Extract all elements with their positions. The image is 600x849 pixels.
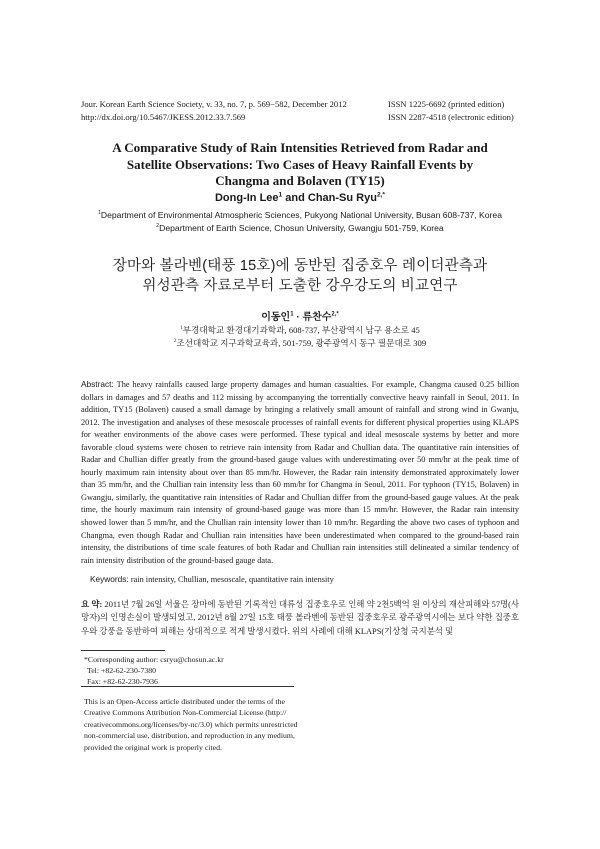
affiliation-2-mark: 2 [156, 222, 160, 229]
korean-author-1-name: 이동인 [261, 312, 291, 323]
abstract [81, 378, 519, 567]
korean-author-joiner: · [293, 312, 303, 323]
korean-title [60, 256, 540, 296]
english-title [60, 140, 540, 190]
korean-title-line-1: 장마와 볼라벤(태풍 15호)에 동반된 집중호우 레이더관측과 [112, 258, 488, 274]
corresponding-fax: Fax: +82-62-230-7936 [87, 677, 158, 686]
corresponding-author-footnote [84, 654, 224, 687]
english-authors [60, 192, 540, 204]
korean-summary-label: 요 약: [81, 600, 103, 609]
affiliation-1-mark: 1 [98, 210, 101, 217]
korean-affiliation-1 [60, 324, 540, 337]
license-divider [81, 686, 294, 687]
author-joiner: and [282, 192, 308, 204]
author-1-name: Dong-In Lee [214, 192, 279, 204]
korean-authors [60, 308, 540, 323]
korean-author-1-mark: 1 [290, 311, 294, 318]
license-line-2[interactable]: Creative Commons Attribution Non-Commercial License (http:// [84, 708, 287, 718]
license-line-3[interactable]: creativecommons.org/licenses/by-nc/3.0) which permits unrestricted [84, 719, 298, 729]
journal-line: Jour. Korean Earth Science Society, v. 33, no. 7, p. 569−582, December 2012 [81, 99, 347, 109]
doi-link[interactable]: http://dx.doi.org/10.5467/JKESS.2012.33.7.569 [81, 111, 246, 122]
author-1-affil-mark: 1 [278, 191, 283, 199]
korean-title-line-2: 위성관측 자료로부터 도출한 강우강도의 비교연구 [142, 278, 458, 294]
affiliation-1-text: Department of Environmental Atmospheric Sciences, Pukyong National University, Busan 608-737, Korea [100, 210, 502, 220]
keywords-text: rain intensity, Chullian, mesoscale, quantitative rain intensity [130, 575, 334, 584]
affiliation-1 [60, 209, 540, 222]
korean-affiliation-1-text: 부경대학교 환경대기과학과, 608-737, 부산광역시 남구 용소로 45 [182, 325, 420, 335]
korean-affiliation-2-mark: 2 [173, 338, 177, 345]
korean-affiliation-2 [60, 337, 540, 350]
license-notice [84, 696, 299, 753]
journal-citation [81, 98, 347, 123]
english-title-line-2: Satellite Observations: Two Cases of Heavy Rainfall Events by [126, 156, 474, 172]
english-title-line-3: Changma and Bolaven (TY15) [215, 173, 385, 188]
affiliation-2 [60, 222, 540, 235]
korean-author-2-mark: 2,* [331, 311, 339, 318]
korean-affiliation-2-text: 조선대학교 지구과학교육과, 501-759, 광주광역시 동구 필문대로 309 [176, 338, 427, 348]
issn-print: ISSN 1225-6692 (printed edition) [388, 99, 505, 109]
keywords [90, 574, 520, 584]
corresponding-email[interactable]: *Corresponding author: csryu@chosun.ac.kr [84, 655, 224, 664]
english-affiliations [60, 209, 540, 234]
corresponding-tel: Tel: +82-62-230-7380 [87, 666, 157, 675]
affiliation-2-text: Department of Earth Science, Chosun University, Gwangju 501-759, Korea [159, 222, 444, 233]
english-title-line-1: A Comparative Study of Rain Intensities Retrieved from Radar and [112, 140, 488, 155]
footnote-divider [81, 650, 165, 651]
author-2-affil-mark: 2,* [376, 191, 386, 199]
abstract-label: Abstract: [81, 379, 114, 389]
abstract-text: The heavy rainfalls caused large property damages and human casualties. For example, Changma caused 0.25 billion dollars in damages and 57 deaths and 112 missing by accompanying the torrentially convective heavy rainfall in Seoul, 2011. In addition, TY15 (Bolaven) caused a small damage by bringing a relatively small amount of rainfall and strong wind in Gwanju, 2012. The investigation and analyses of these mesoscale processes of rainfall events for different physical properties using KLAPS for weather environments of the above cases were performed. These typical and ideal mesoscale systems by better and more favorable cloud systems were chosen to retrieve rain intensity from Radar and Chullian data. The quantitative rain intensities of Radar and Chullian differ greatly from the ground-based gauge values with underestimating over 50 mm/hr at the peak time of hourly maximum rain intensity about over than 85 mm/hr. However, the Radar rain intensity demonstrated approximately lower than 35 mm/hr, and the Chullian rain intensity less than 60 mm/hr for Changma in Seoul, 2011. For typhoon (TY15, Bolaven) in Gwangju, similarly, the quantitative rain intensities of Radar and Chullian differ from the ground-based gauge values. At the peak time, the hourly maximum rain intensity of ground-based gauge was more than 15 mm/hr. However, the Radar rain intensity showed lower than 5 mm/hr, and the Chullian rain intensity lower than 10 mm/hr. Regarding the above two cases of typhoon and Changma, even though Radar and Chullian rain intensities have been underestimated when compared to the ground-based rain intensity, the distributions of time scale features of both Radar and Chullian rain intensities still delineated a similar tendency of rain intensity distribution of the ground-based gauge data. [81, 380, 519, 565]
korean-author-2-name: 류찬수 [302, 312, 332, 323]
korean-affiliations [60, 324, 540, 350]
license-line-4: non-commercial use, distribution, and reproduction in any medium, [84, 731, 295, 741]
issn-electronic: ISSN 2287-4518 (electronic edition) [388, 111, 514, 122]
keywords-label: Keywords: [90, 574, 129, 584]
license-line-5: provided the original work is properly cited. [84, 742, 222, 752]
license-line-1: This is an Open-Access article distributed under the terms of the [84, 697, 285, 706]
korean-summary [81, 598, 519, 638]
korean-summary-text: 2011년 7월 26일 서울은 장마에 동반된 기록적인 대류성 집중호우로 인해 약 2천5백억 원 이상의 재산피해와 57명(사망자)의 인명손실이 발생되었고, 2012년 8월 27일 15호 태풍 볼라벤에 동반된 집중호우로 광주광역시에는 보다 약한 집중호우와 강풍을 동반하여 피해는 상대적으로 적게 발생시켰다. 위의 사례에 대해 KLAPS(기상청 국지분석 및 [81, 600, 519, 636]
issn-block [388, 98, 514, 123]
korean-affiliation-1-mark: 1 [180, 325, 183, 332]
author-2-name: Chan-Su Ryu [307, 192, 377, 204]
